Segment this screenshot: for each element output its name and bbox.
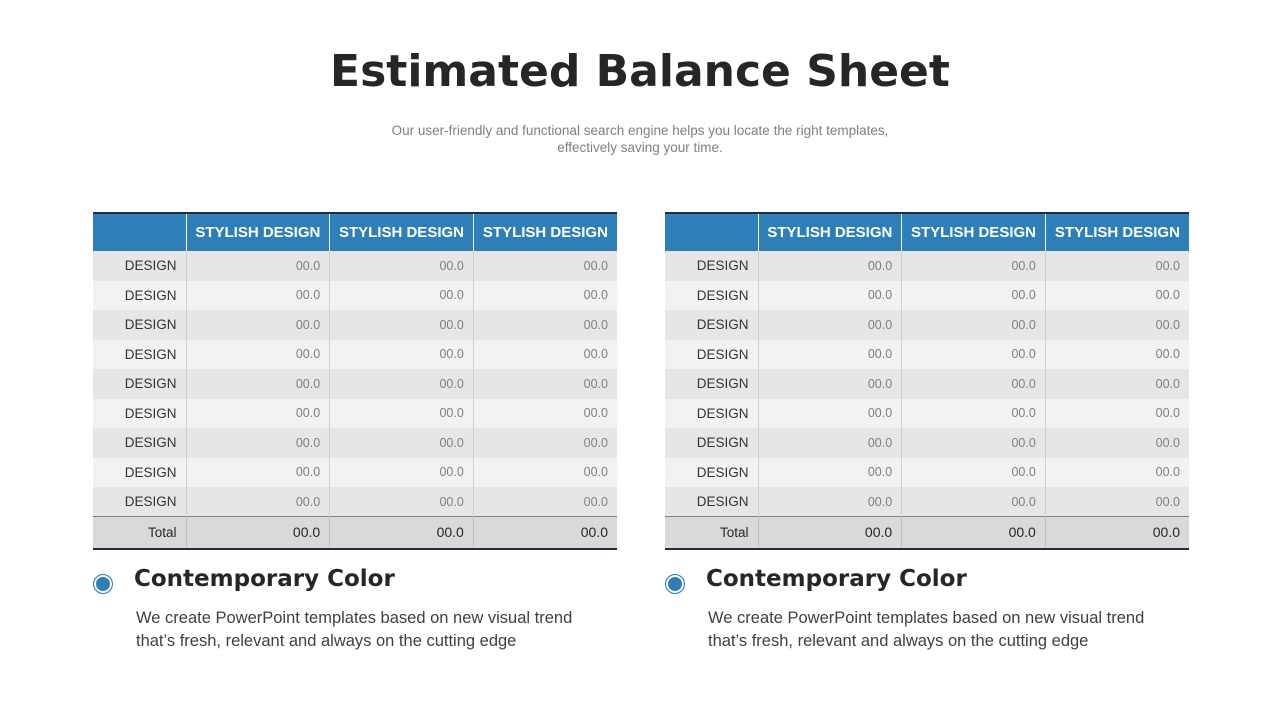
table-cell: 00.0 [330,399,474,429]
table-cell: 00.0 [1045,310,1189,340]
row-label: DESIGN [665,281,758,311]
table-cell: 00.0 [758,369,902,399]
table-cell: 00.0 [758,399,902,429]
table-cell: 00.0 [473,281,617,311]
row-label: DESIGN [93,428,186,458]
table-row [93,369,617,399]
table-cell: 00.0 [1045,369,1189,399]
table-row [665,281,1189,311]
table-cell: 00.0 [330,369,474,399]
table-cell: 00.0 [902,281,1046,311]
column-header: STYLISH DESIGN [330,213,474,251]
table-row [93,281,617,311]
table-cell: 00.0 [473,399,617,429]
table-row [665,399,1189,429]
table-row [93,310,617,340]
table-cell: 00.0 [1045,281,1189,311]
table-cell: 00.0 [330,340,474,370]
row-label: DESIGN [665,458,758,488]
section-heading-left: Contemporary Color [134,566,395,592]
table-cell: 00.0 [186,399,330,429]
table-cell: 00.0 [473,458,617,488]
circle-bullet-icon [665,574,685,594]
table-cell: 00.0 [473,251,617,281]
table-cell: 00.0 [330,251,474,281]
total-cell: 00.0 [473,517,617,549]
table-cell: 00.0 [1045,458,1189,488]
row-label: DESIGN [665,487,758,517]
total-label: Total [665,517,758,549]
table-header-row [93,213,617,251]
table-cell: 00.0 [902,399,1046,429]
row-label: DESIGN [93,310,186,340]
table-cell: 00.0 [186,487,330,517]
row-label: DESIGN [665,310,758,340]
row-label: DESIGN [93,399,186,429]
table-row [665,428,1189,458]
table-cell: 00.0 [758,310,902,340]
table-cell: 00.0 [902,310,1046,340]
table-row [665,369,1189,399]
table-cell: 00.0 [330,428,474,458]
table-cell: 00.0 [186,281,330,311]
table-cell: 00.0 [330,281,474,311]
total-label: Total [93,517,186,549]
total-row [665,517,1189,549]
table-cell: 00.0 [1045,428,1189,458]
table-row [93,340,617,370]
table-cell: 00.0 [186,369,330,399]
table-cell: 00.0 [758,487,902,517]
row-label: DESIGN [93,369,186,399]
column-header: STYLISH DESIGN [1045,213,1189,251]
table-row [665,340,1189,370]
table-cell: 00.0 [1045,340,1189,370]
total-cell: 00.0 [186,517,330,549]
table-cell: 00.0 [902,369,1046,399]
table-cell: 00.0 [473,340,617,370]
section-heading-right: Contemporary Color [706,566,967,592]
table-cell: 00.0 [1045,399,1189,429]
table-cell: 00.0 [473,428,617,458]
row-label: DESIGN [665,399,758,429]
balance-table-right [665,212,1189,550]
table-row [665,487,1189,517]
table-cell: 00.0 [758,458,902,488]
table-cell: 00.0 [186,428,330,458]
table-cell: 00.0 [758,251,902,281]
table-cell: 00.0 [758,428,902,458]
total-row [93,517,617,549]
table-row [665,251,1189,281]
page-title: Estimated Balance Sheet [330,46,950,97]
row-label: DESIGN [665,340,758,370]
section-text-right: We create PowerPoint templates based on new visual trend that’s fresh, relevant and always on the cutting edge [708,609,1145,650]
page-subtitle: Our user-friendly and functional search engine helps you locate the right templates, effectively saving your time. [391,123,889,155]
row-label: DESIGN [93,281,186,311]
table-cell: 00.0 [330,310,474,340]
row-label: DESIGN [93,251,186,281]
column-header: STYLISH DESIGN [758,213,902,251]
header-corner-cell [93,213,186,251]
header-corner-cell [665,213,758,251]
table-cell: 00.0 [1045,487,1189,517]
table-cell: 00.0 [758,281,902,311]
column-header: STYLISH DESIGN [186,213,330,251]
total-cell: 00.0 [902,517,1046,549]
table-row [93,399,617,429]
row-label: DESIGN [93,487,186,517]
table-row [93,251,617,281]
table-cell: 00.0 [902,340,1046,370]
table-header-row [665,213,1189,251]
row-label: DESIGN [93,458,186,488]
table-cell: 00.0 [186,340,330,370]
table-cell: 00.0 [330,458,474,488]
table-cell: 00.0 [758,340,902,370]
circle-bullet-icon [93,574,113,594]
table-row [93,487,617,517]
section-text-left: We create PowerPoint templates based on new visual trend that’s fresh, relevant and always on the cutting edge [136,609,573,650]
row-label: DESIGN [665,428,758,458]
table-cell: 00.0 [330,487,474,517]
balance-table-left [93,212,617,550]
column-header: STYLISH DESIGN [473,213,617,251]
table-row [665,310,1189,340]
table-row [93,458,617,488]
table-cell: 00.0 [186,310,330,340]
column-header: STYLISH DESIGN [902,213,1046,251]
row-label: DESIGN [665,369,758,399]
table-cell: 00.0 [902,458,1046,488]
row-label: DESIGN [665,251,758,281]
table-row [665,458,1189,488]
row-label: DESIGN [93,340,186,370]
table-row [93,428,617,458]
table-cell: 00.0 [902,428,1046,458]
total-cell: 00.0 [330,517,474,549]
table-cell: 00.0 [1045,251,1189,281]
table-cell: 00.0 [902,487,1046,517]
table-cell: 00.0 [473,487,617,517]
table-cell: 00.0 [902,251,1046,281]
total-cell: 00.0 [1045,517,1189,549]
total-cell: 00.0 [758,517,902,549]
table-cell: 00.0 [473,310,617,340]
table-cell: 00.0 [186,251,330,281]
table-cell: 00.0 [473,369,617,399]
table-cell: 00.0 [186,458,330,488]
